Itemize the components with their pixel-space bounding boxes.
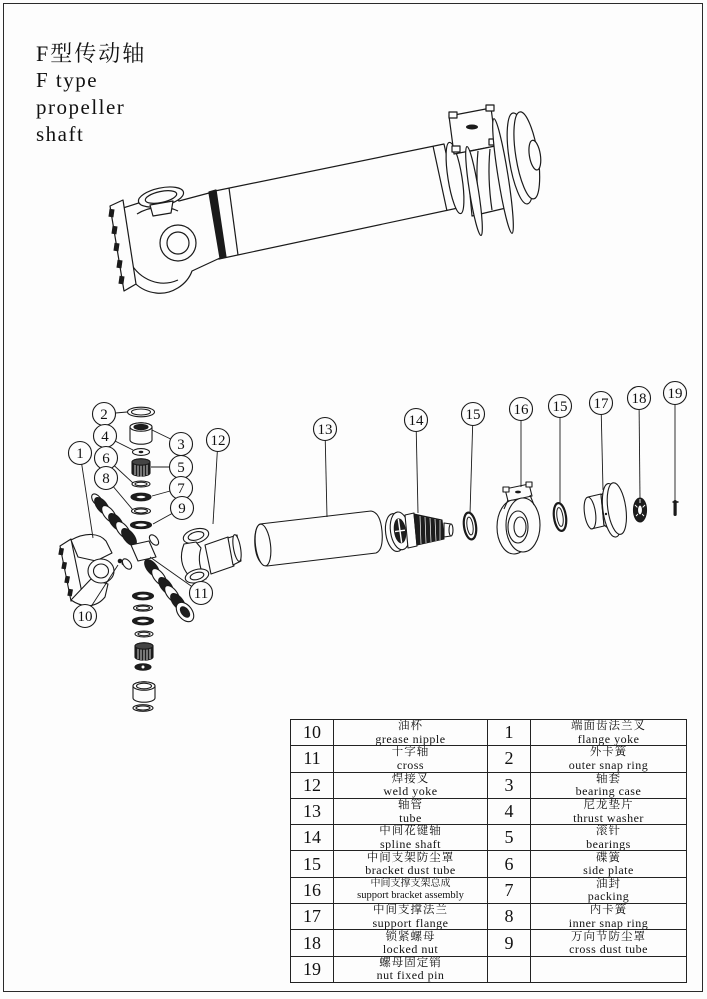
callout-leader-line xyxy=(325,429,327,517)
part-name-zh: 尼龙垫片 xyxy=(583,799,634,812)
callout-1 xyxy=(69,442,94,539)
part-name-zh: 端面齿法兰叉 xyxy=(571,720,646,733)
part-name-cell xyxy=(334,851,488,877)
part-name-en: thrust washer xyxy=(573,810,644,825)
part-name-zh: 滚针 xyxy=(596,825,621,838)
callout-9 xyxy=(153,497,194,525)
part-15-bracket-dust-ring-right xyxy=(552,502,568,531)
callout-number: 18 xyxy=(631,391,647,407)
callout-leader-line xyxy=(80,453,93,538)
part-name-zh: 锁紧螺母 xyxy=(385,930,436,943)
callout-number: 5 xyxy=(177,460,185,476)
lower-bearing-stack xyxy=(133,592,156,711)
part-name-cell xyxy=(334,825,488,851)
part-name-en: inner snap ring xyxy=(568,915,649,930)
callout-17 xyxy=(590,392,613,491)
part-name-zh: 轴套 xyxy=(596,772,621,785)
part-13-tube xyxy=(253,511,382,567)
part-name-zh: 外卡簧 xyxy=(589,746,628,759)
callout-leader-line xyxy=(213,440,218,524)
part-name-en: support bracket assembly xyxy=(357,890,464,902)
part-number-cell: 17 xyxy=(291,904,334,930)
part-name-zh: 油封 xyxy=(596,877,621,890)
part-15-bracket-dust-ring-left xyxy=(462,512,478,540)
part-name-en: side plate xyxy=(583,863,634,878)
callout-number: 19 xyxy=(667,386,683,402)
part-number-cell: 4 xyxy=(488,798,531,824)
page-title-en-line1: F type xyxy=(36,68,99,92)
callout-5 xyxy=(151,456,193,479)
table-row xyxy=(291,904,687,930)
table-row xyxy=(291,798,687,824)
part-name-cell xyxy=(531,930,687,956)
part-14-spline-shaft xyxy=(383,511,453,553)
part-name-zh: 万向节防尘罩 xyxy=(571,930,646,943)
part-number-cell: 7 xyxy=(488,877,531,903)
callout-19 xyxy=(664,382,687,501)
part-number-cell: 12 xyxy=(291,772,334,798)
part-number-cell: 16 xyxy=(291,877,334,903)
parts-table-body xyxy=(291,720,687,983)
part-name-en: nut fixed pin xyxy=(376,968,445,983)
callout-number: 13 xyxy=(317,422,333,438)
table-row xyxy=(291,825,687,851)
part-name-en: packing xyxy=(587,889,630,904)
part-1-flange-yoke xyxy=(58,534,114,605)
callout-18 xyxy=(628,387,651,500)
part-name-en: spline shaft xyxy=(380,836,441,851)
part-name-cell xyxy=(531,798,687,824)
part-name-cell xyxy=(531,956,687,982)
part-number-cell: 15 xyxy=(291,851,334,877)
part-12-weld-yoke xyxy=(181,526,242,586)
part-name-cell xyxy=(334,956,488,982)
callout-leader-line xyxy=(470,414,473,514)
part-name-en: tube xyxy=(399,810,422,825)
callout-leader-line xyxy=(639,398,640,499)
part-4-thrust-washer xyxy=(133,449,150,456)
part-number-cell: 18 xyxy=(291,930,334,956)
callout-number: 7 xyxy=(177,481,185,497)
part-name-zh: 十字轴 xyxy=(391,746,430,759)
table-row xyxy=(291,772,687,798)
part-number-cell: 13 xyxy=(291,798,334,824)
callout-14 xyxy=(405,409,428,514)
part-name-en: support flange xyxy=(372,915,449,930)
callout-13 xyxy=(314,418,337,518)
callout-15 xyxy=(462,403,485,515)
callout-2 xyxy=(93,403,128,426)
part-name-zh: 轴管 xyxy=(398,799,423,812)
part-number-cell: 6 xyxy=(488,851,531,877)
part-name-zh: 中间支撑法兰 xyxy=(373,904,448,917)
part-name-zh: 中间花键轴 xyxy=(379,825,442,838)
callout-number: 2 xyxy=(100,407,108,423)
part-name-cell xyxy=(531,746,687,772)
callout-number: 3 xyxy=(177,437,185,453)
part-name-cell xyxy=(531,877,687,903)
callout-number: 10 xyxy=(77,609,93,625)
part-name-zh: 碟簧 xyxy=(596,851,621,864)
part-name-zh: 螺母固定销 xyxy=(379,956,442,969)
part-number-cell: 19 xyxy=(291,956,334,982)
part-name-cell xyxy=(334,930,488,956)
callout-4 xyxy=(94,425,134,451)
part-3-bearing-case xyxy=(130,423,152,444)
part-6-side-plate-ring xyxy=(132,481,150,487)
table-row xyxy=(291,851,687,877)
part-name-en: grease nipple xyxy=(375,731,446,746)
part-name-en: bracket dust tube xyxy=(365,863,456,878)
part-number-cell: 10 xyxy=(291,720,334,746)
part-name-en: outer snap ring xyxy=(568,757,649,772)
callout-number: 8 xyxy=(102,471,110,487)
part-name-en: bearings xyxy=(586,836,631,851)
callout-3 xyxy=(152,430,193,456)
callout-16 xyxy=(510,398,533,488)
callout-leader-line xyxy=(601,403,603,490)
part-name-cell xyxy=(334,904,488,930)
callout-number: 15 xyxy=(552,399,568,415)
callout-number: 12 xyxy=(210,433,226,449)
part-name-cell xyxy=(531,904,687,930)
part-name-en: flange yoke xyxy=(577,731,640,746)
part-number-cell: 1 xyxy=(488,720,531,746)
part-name-cell xyxy=(334,798,488,824)
callout-number: 14 xyxy=(408,413,424,429)
part-name-zh: 中间支架防尘罩 xyxy=(366,851,455,864)
part-17-support-flange xyxy=(582,482,629,539)
part-name-en: locked nut xyxy=(382,942,439,957)
part-16-support-bracket xyxy=(497,482,540,554)
part-number-cell: 5 xyxy=(488,825,531,851)
part-number-cell: 9 xyxy=(488,930,531,956)
part-number-cell xyxy=(488,956,531,982)
part-name-en: cross xyxy=(396,757,425,772)
part-number-cell: 8 xyxy=(488,904,531,930)
part-name-en: bearing case xyxy=(575,784,642,799)
table-row xyxy=(291,720,687,746)
callout-number: 17 xyxy=(593,396,609,412)
part-19-nut-fixed-pin xyxy=(673,500,679,516)
part-name-cell xyxy=(531,825,687,851)
part-name-en: weld yoke xyxy=(383,784,438,799)
callout-number: 16 xyxy=(513,402,529,418)
callout-15 xyxy=(549,395,572,505)
part-18-locked-nut xyxy=(634,498,647,522)
parts-table xyxy=(290,719,687,983)
part-name-cell xyxy=(531,720,687,746)
callout-number: 15 xyxy=(465,407,481,423)
table-row xyxy=(291,746,687,772)
page-title-zh: F型传动轴 xyxy=(36,41,147,66)
callout-number: 1 xyxy=(76,446,84,462)
part-8-inner-snap-ring xyxy=(132,508,151,514)
page-title-en-line2: propeller xyxy=(36,95,126,119)
callout-12 xyxy=(207,429,230,525)
part-name-zh: 焊接叉 xyxy=(391,772,430,785)
part-name-zh: 中间支撑支架总成 xyxy=(370,877,451,889)
part-7-packing-ring xyxy=(131,493,151,501)
part-name-cell xyxy=(334,877,488,903)
table-row xyxy=(291,956,687,982)
part-name-zh: 油杯 xyxy=(398,720,423,733)
part-number-cell: 14 xyxy=(291,825,334,851)
callout-number: 9 xyxy=(178,501,186,517)
part-number-cell: 11 xyxy=(291,746,334,772)
table-row xyxy=(291,930,687,956)
page-title-en-line3: shaft xyxy=(36,122,85,146)
part-5-needle-bearings xyxy=(132,459,150,477)
part-name-cell xyxy=(531,772,687,798)
part-name-cell xyxy=(334,746,488,772)
part-name-en: cross dust tube xyxy=(569,942,648,957)
part-name-cell xyxy=(334,720,488,746)
part-2-outer-snap-ring xyxy=(128,407,155,417)
part-name-cell xyxy=(334,772,488,798)
part-name-zh: 内卡簧 xyxy=(589,904,628,917)
part-name-cell xyxy=(531,851,687,877)
table-row xyxy=(291,877,687,903)
callout-7 xyxy=(152,477,193,500)
assembled-shaft-drawing xyxy=(108,105,547,293)
callout-number: 4 xyxy=(101,429,109,445)
part-9-cross-dust-ring xyxy=(131,521,152,528)
callout-number: 6 xyxy=(102,451,110,467)
callout-number: 11 xyxy=(193,586,209,602)
callout-leader-line xyxy=(416,420,418,513)
part-number-cell: 2 xyxy=(488,746,531,772)
part-number-cell: 3 xyxy=(488,772,531,798)
